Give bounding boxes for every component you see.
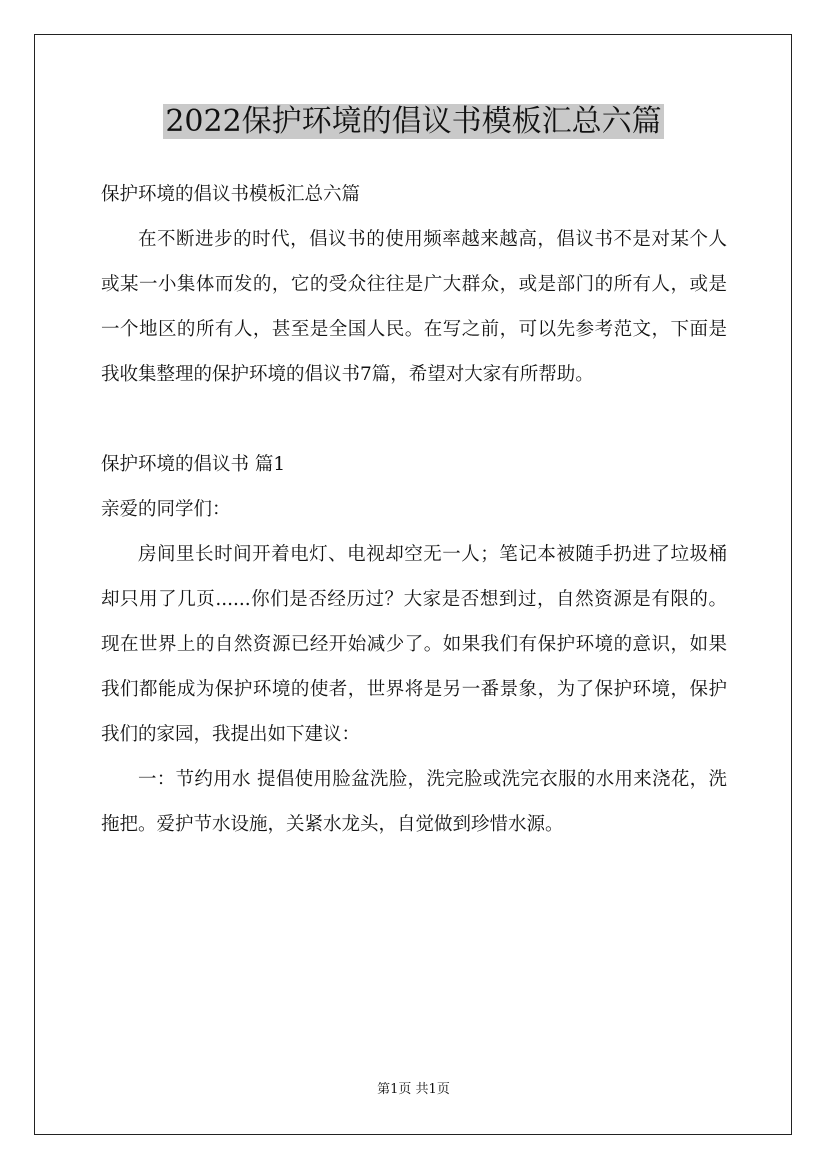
section-heading: 保护环境的倡议书 篇1 (101, 454, 286, 475)
document-subtitle: 保护环境的倡议书模板汇总六篇 (101, 184, 361, 205)
document-body (101, 172, 727, 847)
body-paragraph: 房间里长时间开着电灯、电视却空无一人；笔记本被随手扔进了垃圾桶却只用了几页......你们是否经历过？大家是否想到过，自然资源是有限的。现在世界上的自然资源已经开始减少了。如果我们有保护环境的意识，如果我们都能成为保护环境的使者，世界将是另一番景象，为了保护环境，保护我们的家园，我提出如下建议： (101, 544, 727, 745)
page-number: 第1页 共1页 (377, 1082, 450, 1097)
paragraph-gap (101, 397, 727, 442)
intro-paragraph: 在不断进步的时代，倡议书的使用频率越来越高，倡议书不是对某个人或某一小集体而发的，它的受众往往是广大群众，或是部门的所有人，或是一个地区的所有人，甚至是全国人民。在写之前，可以先参考范文，下面是我收集整理的保护环境的倡议书7篇，希望对大家有所帮助。 (101, 229, 727, 385)
letter-greeting: 亲爱的同学们： (101, 499, 231, 520)
document-title-text: 2022保护环境的倡议书模板汇总六篇 (165, 104, 662, 139)
document-title (0, 100, 827, 144)
body-paragraph-water: 一：节约用水 提倡使用脸盆洗脸，洗完脸或洗完衣服的水用来浇花，洗拖把。爱护节水设施，关紧水龙头，自觉做到珍惜水源。 (101, 769, 727, 835)
